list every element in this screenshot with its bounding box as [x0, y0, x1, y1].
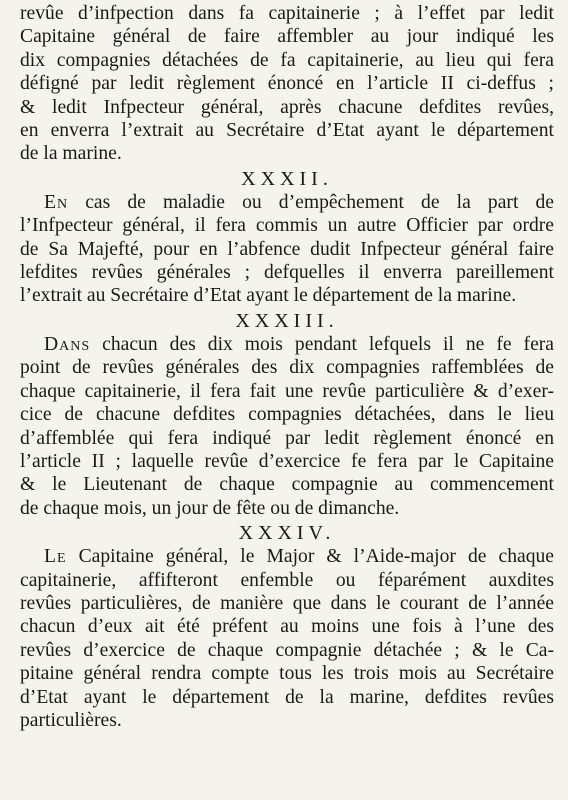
text-line: En cas de maladie ou d’empêchement de la part de — [44, 191, 554, 213]
text-line: de Sa Majefté, pour en l’abfence dudit Infpecteur général faire — [20, 238, 554, 260]
text-line: l’article II ; laquelle revûe d’exercice fe fera par le Capitaine — [20, 450, 554, 472]
article-heading-32: XXXII. — [241, 167, 333, 190]
text-line: revûes d’exercice de chaque compagnie détachée ; & le Ca- — [20, 639, 554, 661]
text-line: lefdites revûes générales ; defquelles il enverra pareillement — [20, 262, 554, 284]
text-line: de la marine. — [20, 143, 122, 165]
text-line: en enverra l’extrait au Secrétaire d’Etat ayant le département — [20, 120, 554, 142]
text-line: dix compagnies détachées de fa capitainerie, au lieu qui fera — [20, 49, 554, 71]
text-line: point de revûes générales des dix compagnies raffemblées de — [20, 357, 554, 379]
article-heading-34: XXXIV. — [238, 522, 336, 545]
text-line: l’extrait au Secrétaire d’Etat ayant le département de la marine. — [20, 285, 517, 307]
text-line: chacun d’eux ait été préfent au moins une fois à l’une des — [20, 616, 554, 638]
text-line: revûe d’infpection dans fa capitainerie ; à l’effet par ledit — [20, 3, 554, 24]
text-line: capitainerie, affifteront enfemble ou féparément auxdites — [20, 569, 554, 591]
text-line: chaque capitainerie, il fera fait une revûe particulière & d’exer- — [20, 380, 554, 402]
article-34-paragraph — [20, 545, 554, 732]
article-33-paragraph — [20, 333, 554, 520]
text-line: Dans chacun des dix mois pendant lefquels il ne fe fera — [44, 333, 554, 355]
text-line: pitaine général rendra compte tous les trois mois au Secrétaire — [20, 663, 554, 685]
text-line: cice de chacune defdites compagnies détachées, dans le lieu — [20, 404, 554, 426]
text-line: l’Infpecteur général, il fera commis un autre Officier par ordre — [20, 215, 554, 237]
text-line: d’affemblée qui fera indiqué par ledit règlement énoncé en — [20, 427, 554, 449]
article-heading-33: XXXIII. — [235, 309, 339, 332]
lead-word: Le — [44, 546, 67, 568]
text-line: défigné par ledit règlement énoncé en l’article II ci-deffus ; — [20, 73, 554, 95]
lead-word: En — [44, 191, 69, 213]
lead-word: Dans — [44, 333, 91, 355]
article-32-paragraph — [20, 191, 554, 308]
text-line: de chaque mois, un jour de fête ou de dimanche. — [20, 497, 400, 519]
text-line: & le Lieutenant de chaque compagnie au commencement — [20, 474, 554, 496]
text-line: revûes particulières, de manière que dans le courant de l’année — [20, 592, 554, 614]
text-line: Le Capitaine général, le Major & l’Aide-major de chaque — [44, 546, 554, 568]
text-line: & ledit Infpecteur général, après chacune defdites revûes, — [20, 96, 554, 118]
paragraph-continued — [20, 2, 554, 166]
text-line: particulières. — [20, 709, 122, 731]
text-line: d’Etat ayant le département de la marine, defdites revûes — [20, 686, 554, 708]
document-body — [20, 2, 554, 732]
text-line: Capitaine général de faire affembler au jour indiqué les — [20, 26, 554, 48]
